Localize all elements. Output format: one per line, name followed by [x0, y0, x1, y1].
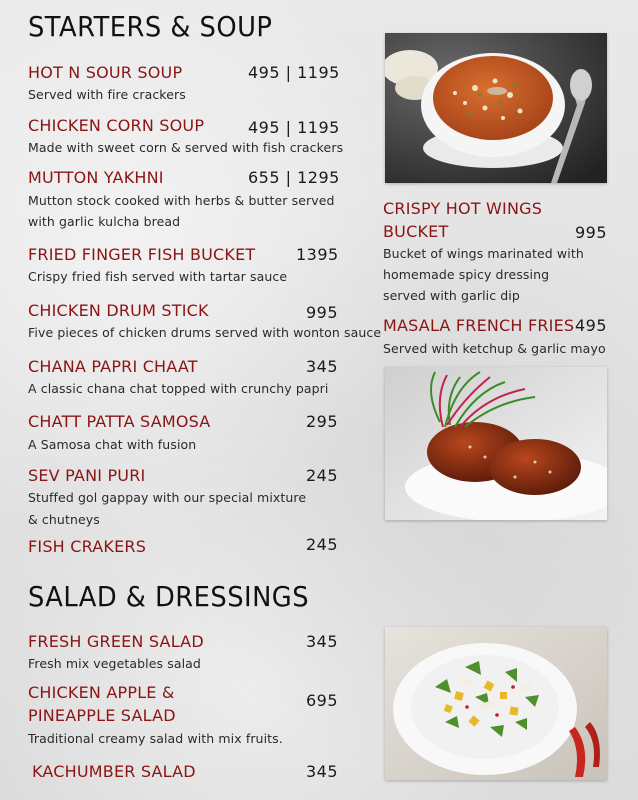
item-name-crispy-hot-wings-line2: BUCKET — [383, 222, 449, 241]
item-price-crispy-hot-wings: 995 — [575, 223, 608, 242]
item-price-mutton-yakhni: 655 | 1295 — [248, 168, 340, 187]
item-name-fish-crakers: FISH CRAKERS — [28, 537, 147, 556]
salad-plate-image — [385, 627, 607, 780]
item-name-chicken-apple-pineapple-salad-line2: PINEAPPLE SALAD — [28, 706, 176, 725]
item-desc-hot-n-sour-soup: Served with fire crackers — [28, 87, 186, 102]
item-name-kachumber-salad: KACHUMBER SALAD — [32, 762, 196, 781]
item-price-fried-finger-fish-bucket: 1395 — [296, 245, 339, 264]
item-desc-chicken-apple-pineapple-salad: Traditional creamy salad with mix fruits. — [28, 731, 283, 746]
item-name-chicken-corn-soup: CHICKEN CORN SOUP — [28, 116, 205, 135]
item-name-mutton-yakhni: MUTTON YAKHNI — [28, 168, 164, 187]
item-desc-chicken-corn-soup: Made with sweet corn & served with fish crackers — [28, 140, 344, 155]
item-desc-chicken-drum-stick: Five pieces of chicken drums served with wonton sauce — [28, 325, 382, 340]
item-price-chatt-patta-samosa: 295 — [306, 412, 339, 431]
item-price-chicken-drum-stick: 995 — [306, 303, 339, 322]
item-name-sev-pani-puri: SEV PANI PURI — [28, 466, 146, 485]
item-price-chicken-corn-soup: 495 | 1195 — [248, 118, 340, 137]
item-desc-chatt-patta-samosa: A Samosa chat with fusion — [28, 437, 197, 452]
item-desc-chana-papri-chaat: A classic chana chat topped with crunchy papri — [28, 381, 329, 396]
item-name-hot-n-sour-soup: HOT N SOUR SOUP — [28, 63, 183, 82]
item-desc-crispy-hot-wings: Bucket of wings marinated with — [383, 246, 584, 261]
item-price-chicken-apple-pineapple-salad: 695 — [306, 691, 339, 710]
item-desc-sev-pani-puri: Stuffed gol gappay with our special mixture — [28, 490, 307, 505]
item-price-kachumber-salad: 345 — [306, 762, 339, 781]
item-name-masala-french-fries: MASALA FRENCH FRIES — [383, 316, 575, 335]
wings-photo — [385, 367, 607, 520]
soup-photo — [385, 33, 607, 183]
item-desc-fried-finger-fish-bucket: Crispy fried fish served with tartar sauce — [28, 269, 288, 284]
item-desc-mutton-yakhni: Mutton stock cooked with herbs & butter served — [28, 193, 335, 208]
item-desc-fresh-green-salad: Fresh mix vegetables salad — [28, 656, 201, 671]
item-name-fried-finger-fish-bucket: FRIED FINGER FISH BUCKET — [28, 245, 256, 264]
item-price-fresh-green-salad: 345 — [306, 632, 339, 651]
item-desc-masala-french-fries: Served with ketchup & garlic mayo — [383, 341, 606, 356]
item-name-chatt-patta-samosa: CHATT PATTA SAMOSA — [28, 412, 211, 431]
item-name-fresh-green-salad: FRESH GREEN SALAD — [28, 632, 204, 651]
item-name-chicken-apple-pineapple-salad: CHICKEN APPLE & — [28, 683, 175, 702]
salad-section-title: SALAD & DRESSINGS — [28, 580, 310, 613]
soup-bowl-image — [385, 33, 607, 183]
item-price-sev-pani-puri: 245 — [306, 466, 339, 485]
chicken-wings-image — [385, 367, 607, 520]
item-desc-mutton-yakhni-line2: with garlic kulcha bread — [28, 214, 181, 229]
item-desc-crispy-hot-wings-line2: homemade spicy dressing — [383, 267, 550, 282]
salad-photo — [385, 627, 607, 780]
item-name-chicken-drum-stick: CHICKEN DRUM STICK — [28, 301, 209, 320]
item-price-masala-french-fries: 495 — [575, 316, 608, 335]
item-name-crispy-hot-wings: CRISPY HOT WINGS — [383, 199, 543, 218]
starters-section-title: STARTERS & SOUP — [28, 10, 273, 43]
item-price-hot-n-sour-soup: 495 | 1195 — [248, 63, 340, 82]
item-desc-sev-pani-puri-line2: & chutneys — [28, 512, 100, 527]
item-price-chana-papri-chaat: 345 — [306, 357, 339, 376]
item-name-chana-papri-chaat: CHANA PAPRI CHAAT — [28, 357, 198, 376]
item-price-fish-crakers: 245 — [306, 535, 339, 554]
item-desc-crispy-hot-wings-line3: served with garlic dip — [383, 288, 520, 303]
